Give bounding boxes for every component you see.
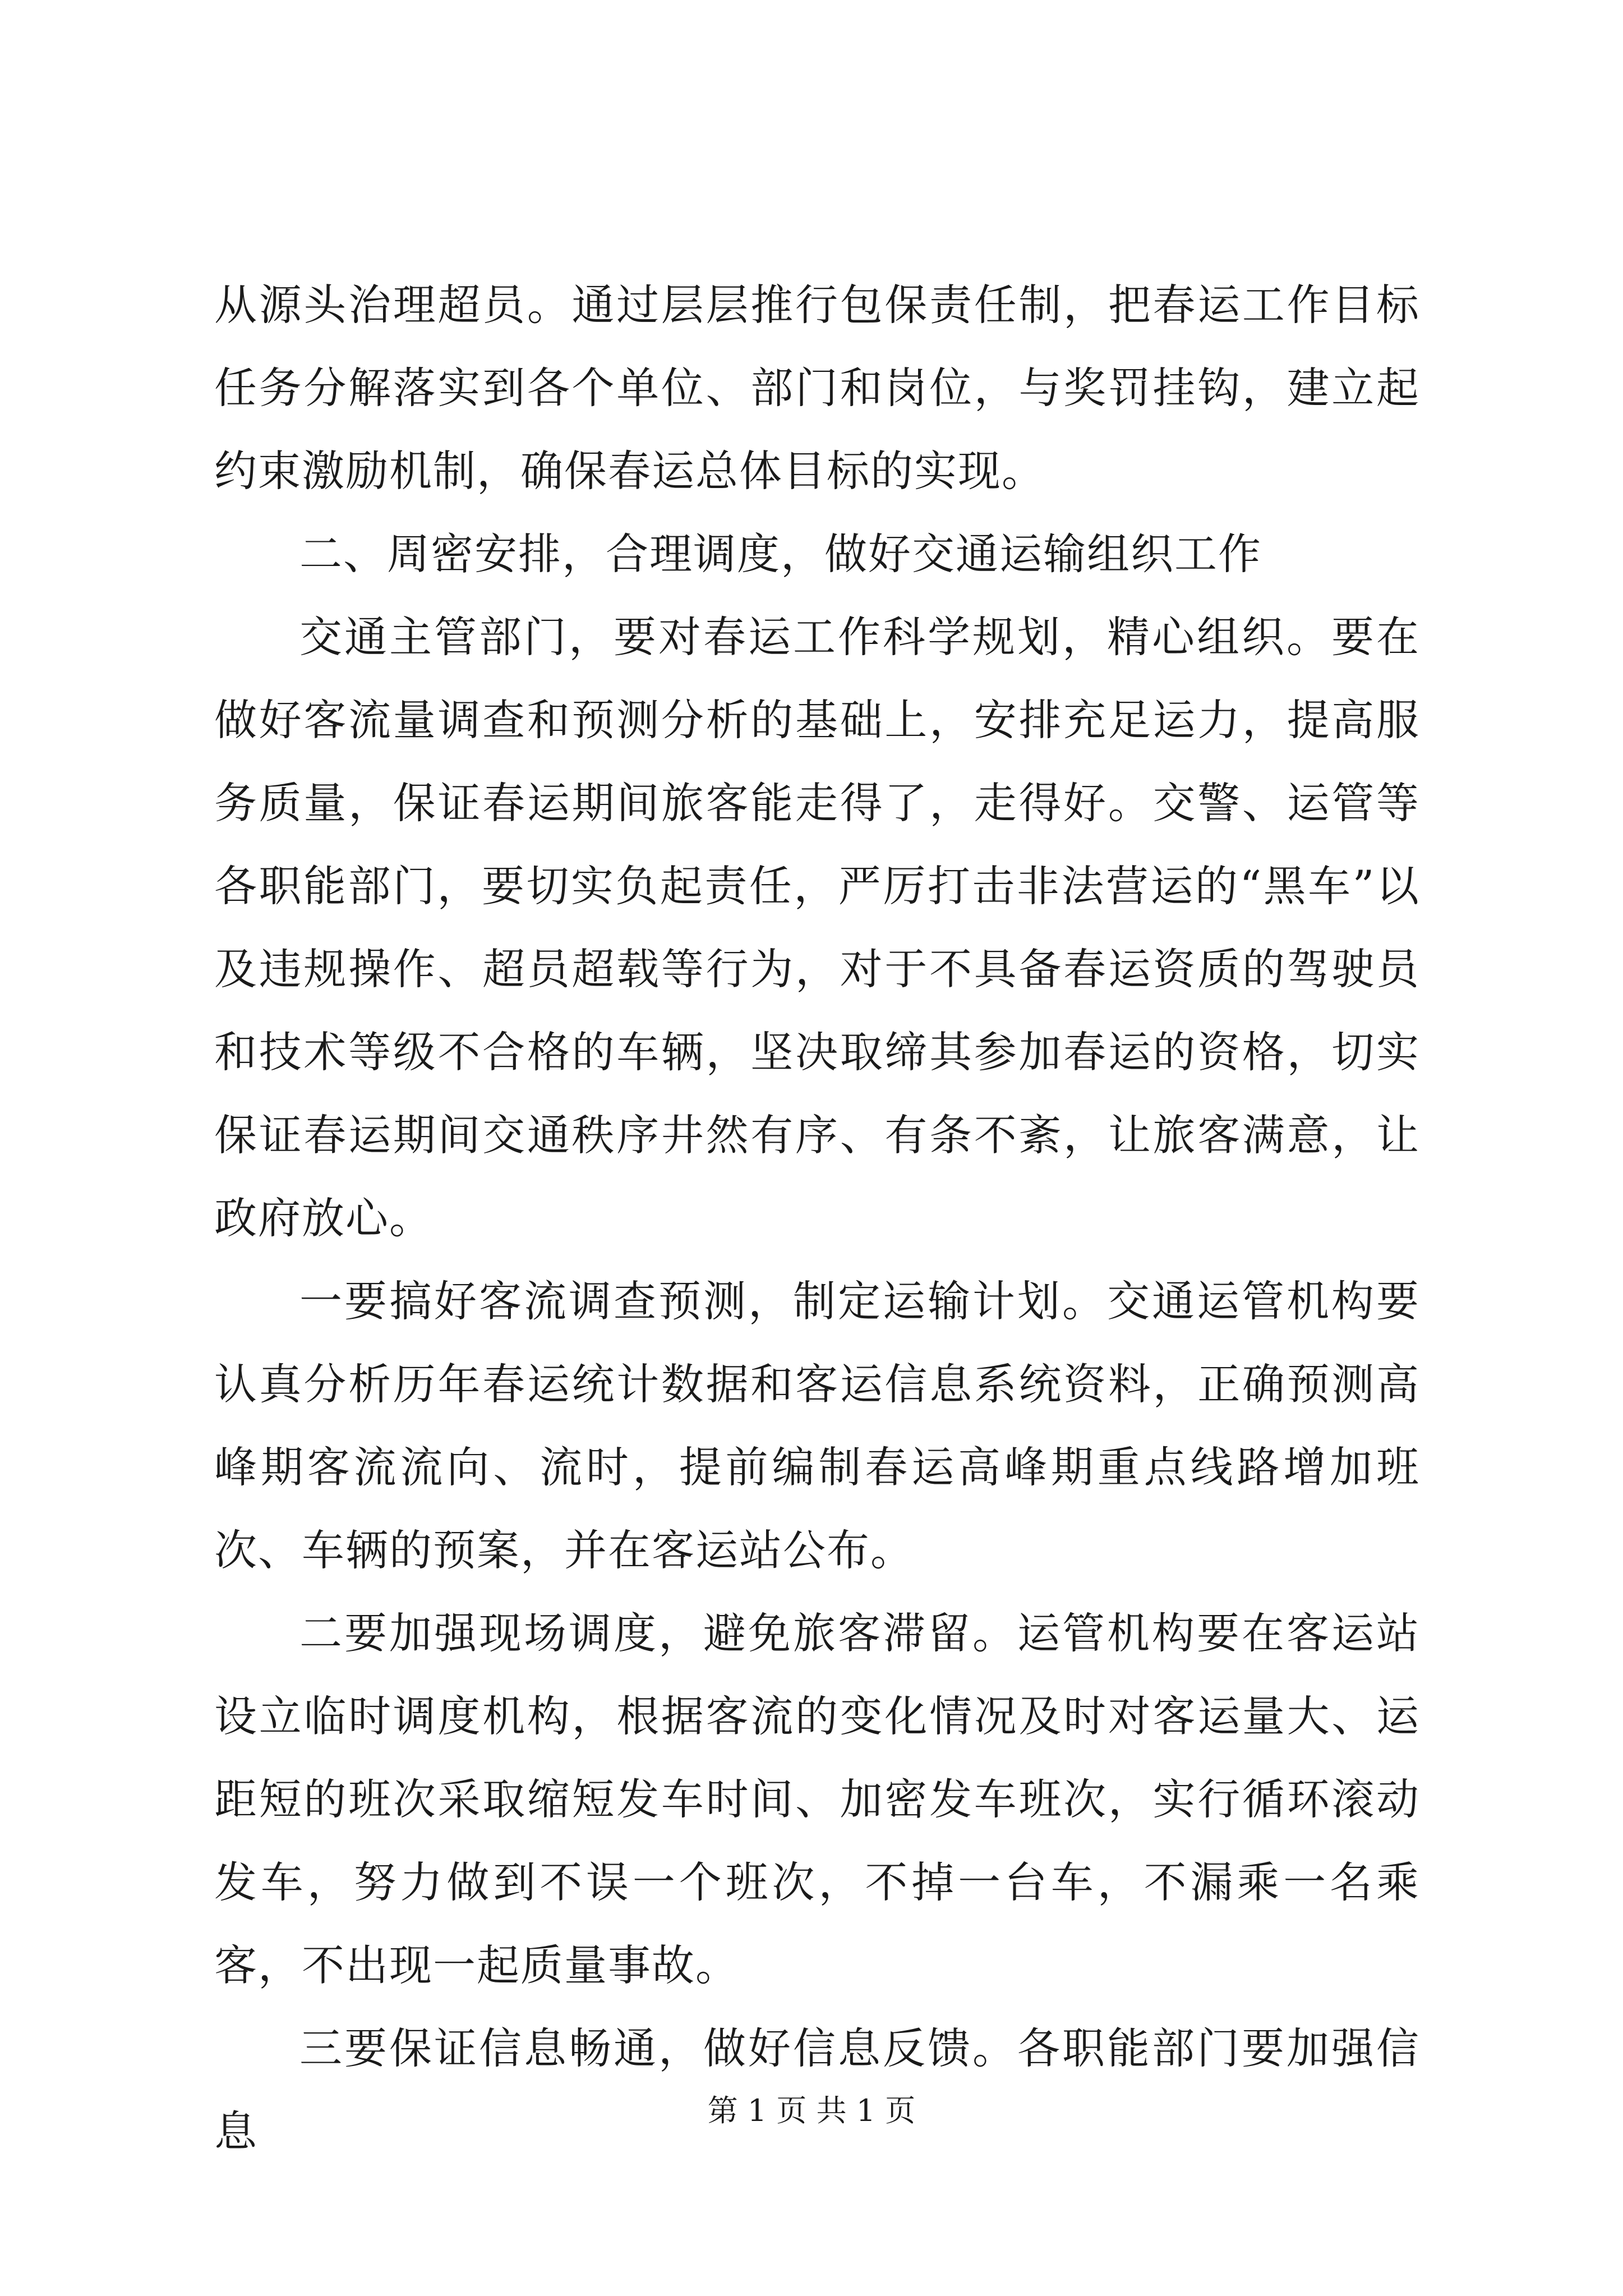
paragraph-continuation: 从源头治理超员。通过层层推行包保责任制，把春运工作目标任务分解落实到各个单位、部门和岗位，与奖罚挂钩，建立起约束激励机制，确保春运总体目标的实现。	[214, 280, 1420, 496]
section-heading: 二、周密安排，合理调度，做好交通运输组织工作	[299, 529, 1262, 579]
page-footer: 第 1 页 共 1 页	[707, 2093, 916, 2128]
paragraph: 一要搞好客流调查预测，制定运输计划。交通运管机构要认真分析历年春运统计数据和客运信息系统资料，正确预测高峰期客流流向、流时，提前编制春运高峰期重点线路增加班次、车辆的预案，并在客运站公布。	[214, 1276, 1420, 1575]
paragraph: 二要加强现场调度，避免旅客滞留。运管机构要在客运站设立临时调度机构，根据客流的变化情况及时对客运量大、运距短的班次采取缩短发车时间、加密发车班次，实行循环滚动发车，努力做到不误一个班次，不掉一台车，不漏乘一名乘客，不出现一起质量事故。	[214, 1608, 1420, 1990]
document-body	[214, 264, 1420, 2173]
paragraph: 交通主管部门，要对春运工作科学规划，精心组织。要在做好客流量调查和预测分析的基础上，安排充足运力，提高服务质量，保证春运期间旅客能走得了，走得好。交警、运管等各职能部门，要切实负起责任，严厉打击非法营运的“黑车”以及违规操作、超员超载等行为，对于不具备春运资质的驾驶员和技术等级不合格的车辆，坚决取缔其参加春运的资格，切实保证春运期间交通秩序井然有序、有条不紊，让旅客满意，让政府放心。	[214, 612, 1420, 1243]
paragraph: 三要保证信息畅通，做好信息反馈。各职能部门要加强信息	[214, 2023, 1420, 2156]
